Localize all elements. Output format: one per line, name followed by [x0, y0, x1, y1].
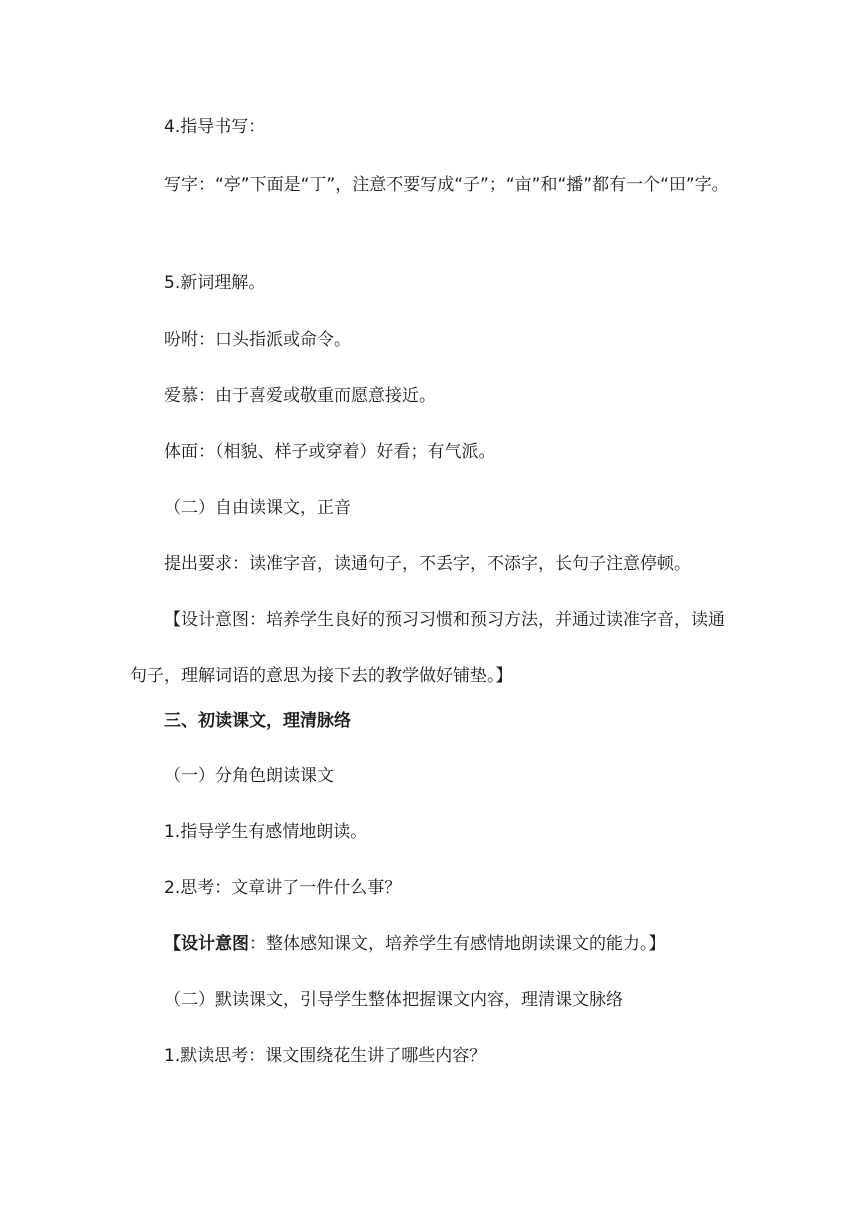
paragraph-silent-reading: （二）默读课文，引导学生整体把握课文内容，理清课文脉络 [164, 990, 623, 1010]
paragraph-role-reading: （一）分角色朗读课文 [164, 766, 334, 786]
paragraph-word-fenfu: 吩咐：口头指派或命令。 [164, 330, 351, 350]
paragraph-writing-detail: 写字：“亭”下面是“丁”，注意不要写成“子”；“亩”和“播”都有一个“田”字。 [164, 175, 729, 195]
paragraph-word-aimu: 爱慕：由于喜爱或敬重而愿意接近。 [164, 386, 436, 406]
paragraph-requirements: 提出要求：读准字音，读通句子，不丢字，不添字，长句子注意停顿。 [164, 554, 691, 574]
paragraph-guide-reading: 1.指导学生有感情地朗读。 [164, 822, 368, 842]
paragraph-design-intent-2 [130, 916, 735, 972]
paragraph-design-intent-1: 【设计意图：培养学生良好的预习习惯和预习方法，并通过读准字音，读通句子，理解词语的意思为接下去的教学做好铺垫。】 [130, 610, 725, 686]
paragraph-writing-guide: 4.指导书写： [164, 117, 266, 137]
paragraph-word-timian: 体面：（相貌、样子或穿着）好看；有气派。 [164, 442, 496, 462]
design-intent-label: 【设计意图 [164, 934, 249, 954]
paragraph-new-words: 5.新词理解。 [164, 273, 266, 293]
design-intent-text: ：整体感知课文，培养学生有感情地朗读课文的能力。】 [249, 934, 666, 954]
paragraph-silent-question: 1.默读思考：课文围绕花生讲了哪些内容？ [164, 1046, 487, 1066]
paragraph-think-question: 2.思考：文章讲了一件什么事？ [164, 878, 402, 898]
section-heading-3: 三、初读课文，理清脉络 [164, 711, 351, 731]
paragraph-free-reading: （二）自由读课文，正音 [164, 498, 351, 518]
